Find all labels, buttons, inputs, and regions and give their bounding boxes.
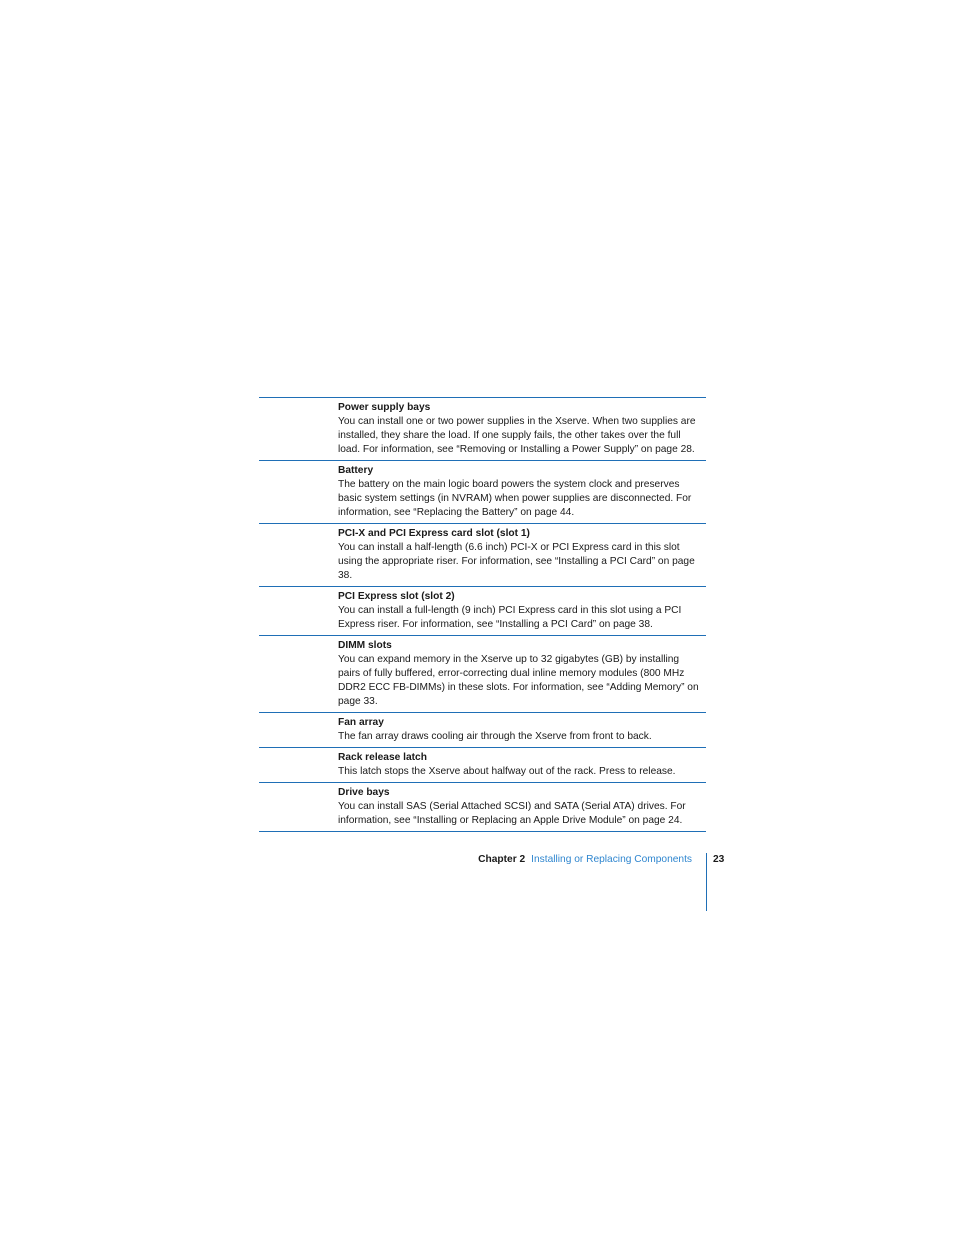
footer-divider [706, 853, 707, 911]
entry-pci-x-slot-1 [259, 524, 706, 587]
entry-title: Fan array [338, 717, 384, 728]
footer-section-link[interactable]: Installing or Replacing Components [531, 854, 692, 865]
entry-title: PCI-X and PCI Express card slot (slot 1) [338, 528, 530, 539]
entry-description: You can expand memory in the Xserve up to 32 gigabytes (GB) by installing pairs of fully buffered, error-correcting dual inline memory modules (800 MHz DDR2 ECC FB-DIMMs) in these slots. For information, see “Adding Memory” on page 33. [338, 654, 699, 707]
entry-title: Rack release latch [338, 752, 427, 763]
page-footer [420, 853, 692, 867]
page-number: 23 [713, 854, 725, 865]
entry-title: PCI Express slot (slot 2) [338, 591, 455, 602]
entry-title: Drive bays [338, 787, 390, 798]
entry-battery [259, 461, 706, 524]
components-table [259, 397, 706, 832]
entry-drive-bays [259, 783, 706, 832]
entry-description: The fan array draws cooling air through the Xserve from front to back. [338, 731, 652, 742]
footer-chapter: Chapter 2 [478, 854, 526, 865]
entry-rack-release-latch [259, 748, 706, 783]
entry-description: You can install a half-length (6.6 inch) PCI-X or PCI Express card in this slot using the appropriate riser. For information, see “Installing a PCI Card” on page 38. [338, 542, 695, 581]
entry-power-supply-bays [259, 398, 706, 461]
entry-description: You can install one or two power supplies in the Xserve. When two supplies are installed, they share the load. If one supply fails, the other takes over the full load. For information, see “Removing or Installing a Power Supply” on page 28. [338, 416, 696, 455]
entry-title: Battery [338, 465, 374, 476]
entry-description: You can install SAS (Serial Attached SCSI) and SATA (Serial ATA) drives. For information, see “Installing or Replacing an Apple Drive Module” on page 24. [338, 801, 686, 826]
entry-title: DIMM slots [338, 640, 392, 651]
entry-description: This latch stops the Xserve about halfway out of the rack. Press to release. [338, 766, 676, 777]
entry-description: You can install a full-length (9 inch) PCI Express card in this slot using a PCI Express riser. For information, see “Installing a PCI Card” on page 38. [338, 605, 682, 630]
entry-pci-express-slot-2 [259, 587, 706, 636]
entry-fan-array [259, 713, 706, 748]
entry-description: The battery on the main logic board powers the system clock and preserves basic system settings (in NVRAM) when power supplies are disconnected. For information, see “Replacing the Battery” on page 44. [338, 479, 692, 518]
entry-title: Power supply bays [338, 402, 431, 413]
entry-dimm-slots [259, 636, 706, 713]
